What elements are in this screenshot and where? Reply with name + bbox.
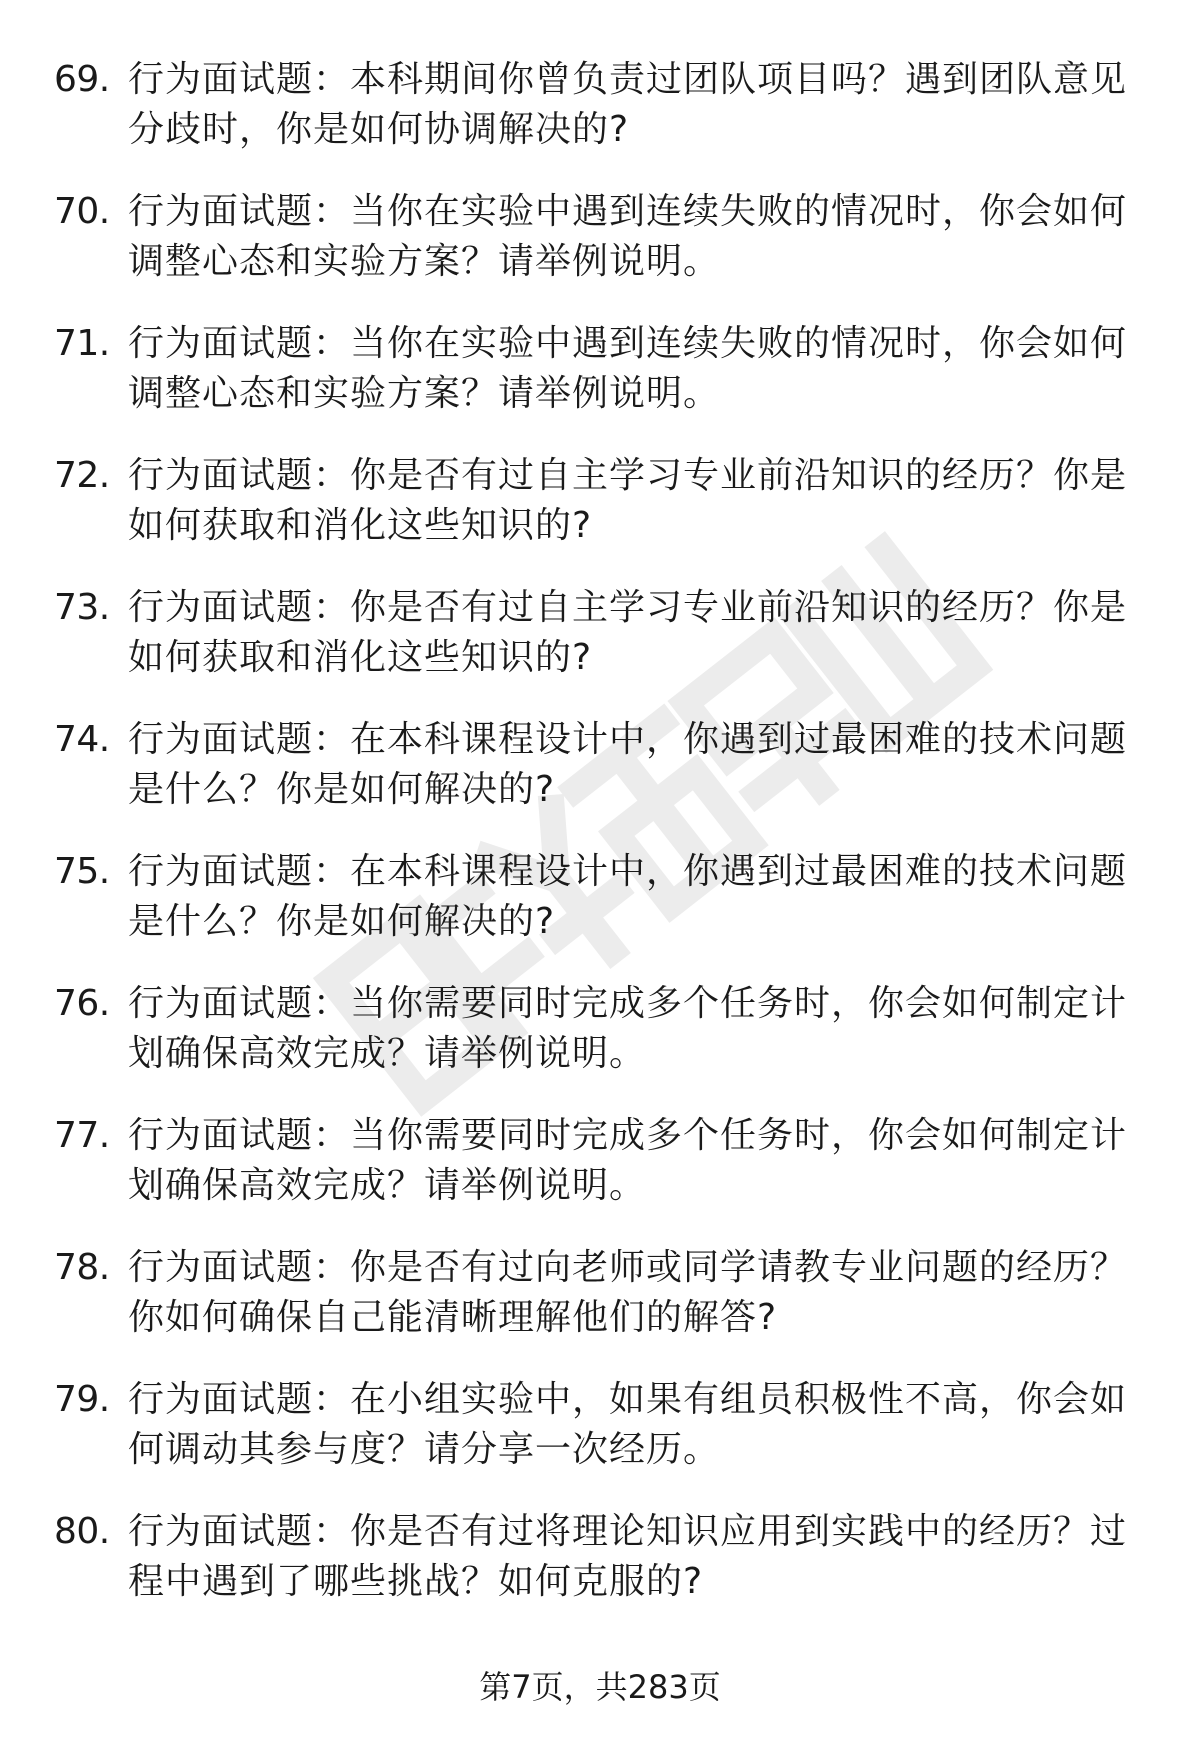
question-item [0, 187, 1200, 319]
question-text: 行为面试题：当你在实验中遇到连续失败的情况时，你会如何调整心态和实验方案？请举例说明。 [128, 323, 1128, 414]
question-number: 71. [54, 323, 110, 364]
question-text: 行为面试题：你是否有过自主学习专业前沿知识的经历？你是如何获取和消化这些知识的? [128, 587, 1128, 678]
question-text: 行为面试题：在本科课程设计中，你遇到过最困难的技术问题是什么？你是如何解决的? [128, 851, 1128, 942]
question-item [0, 1375, 1200, 1507]
question-item [0, 1507, 1200, 1639]
question-item [0, 979, 1200, 1111]
question-number: 72. [54, 455, 110, 496]
question-text: 行为面试题：你是否有过自主学习专业前沿知识的经历？你是如何获取和消化这些知识的? [128, 455, 1128, 546]
page-number-footer: 第7页，共283页 [479, 1668, 721, 1706]
question-number: 73. [54, 587, 110, 628]
question-item [0, 1243, 1200, 1375]
question-item [0, 1111, 1200, 1243]
question-text: 行为面试题：本科期间你曾负责过团队项目吗？遇到团队意见分歧时，你是如何协调解决的? [128, 59, 1128, 150]
question-text: 行为面试题：当你需要同时完成多个任务时，你会如何制定计划确保高效完成？请举例说明。 [128, 983, 1128, 1074]
question-text: 行为面试题：当你需要同时完成多个任务时，你会如何制定计划确保高效完成？请举例说明。 [128, 1115, 1128, 1206]
question-item [0, 319, 1200, 451]
question-text: 行为面试题：你是否有过向老师或同学请教专业问题的经历？你如何确保自己能清晰理解他们的解答? [128, 1247, 1128, 1338]
question-number: 80. [54, 1511, 110, 1552]
question-number: 78. [54, 1247, 110, 1288]
question-item [0, 451, 1200, 583]
question-number: 77. [54, 1115, 110, 1156]
question-item [0, 583, 1200, 715]
question-item [0, 55, 1200, 187]
question-number: 76. [54, 983, 110, 1024]
question-number: 79. [54, 1379, 110, 1420]
question-list [0, 55, 1200, 1639]
question-number: 69. [54, 59, 110, 100]
question-number: 75. [54, 851, 110, 892]
question-text: 行为面试题：在小组实验中，如果有组员积极性不高，你会如何调动其参与度？请分享一次经历。 [128, 1379, 1128, 1470]
question-text: 行为面试题：在本科课程设计中，你遇到过最困难的技术问题是什么？你是如何解决的? [128, 719, 1128, 810]
question-number: 70. [54, 191, 110, 232]
question-item [0, 715, 1200, 847]
question-text: 行为面试题：你是否有过将理论知识应用到实践中的经历？过程中遇到了哪些挑战？如何克服的? [128, 1511, 1128, 1602]
question-item [0, 847, 1200, 979]
question-number: 74. [54, 719, 110, 760]
question-text: 行为面试题：当你在实验中遇到连续失败的情况时，你会如何调整心态和实验方案？请举例说明。 [128, 191, 1128, 282]
